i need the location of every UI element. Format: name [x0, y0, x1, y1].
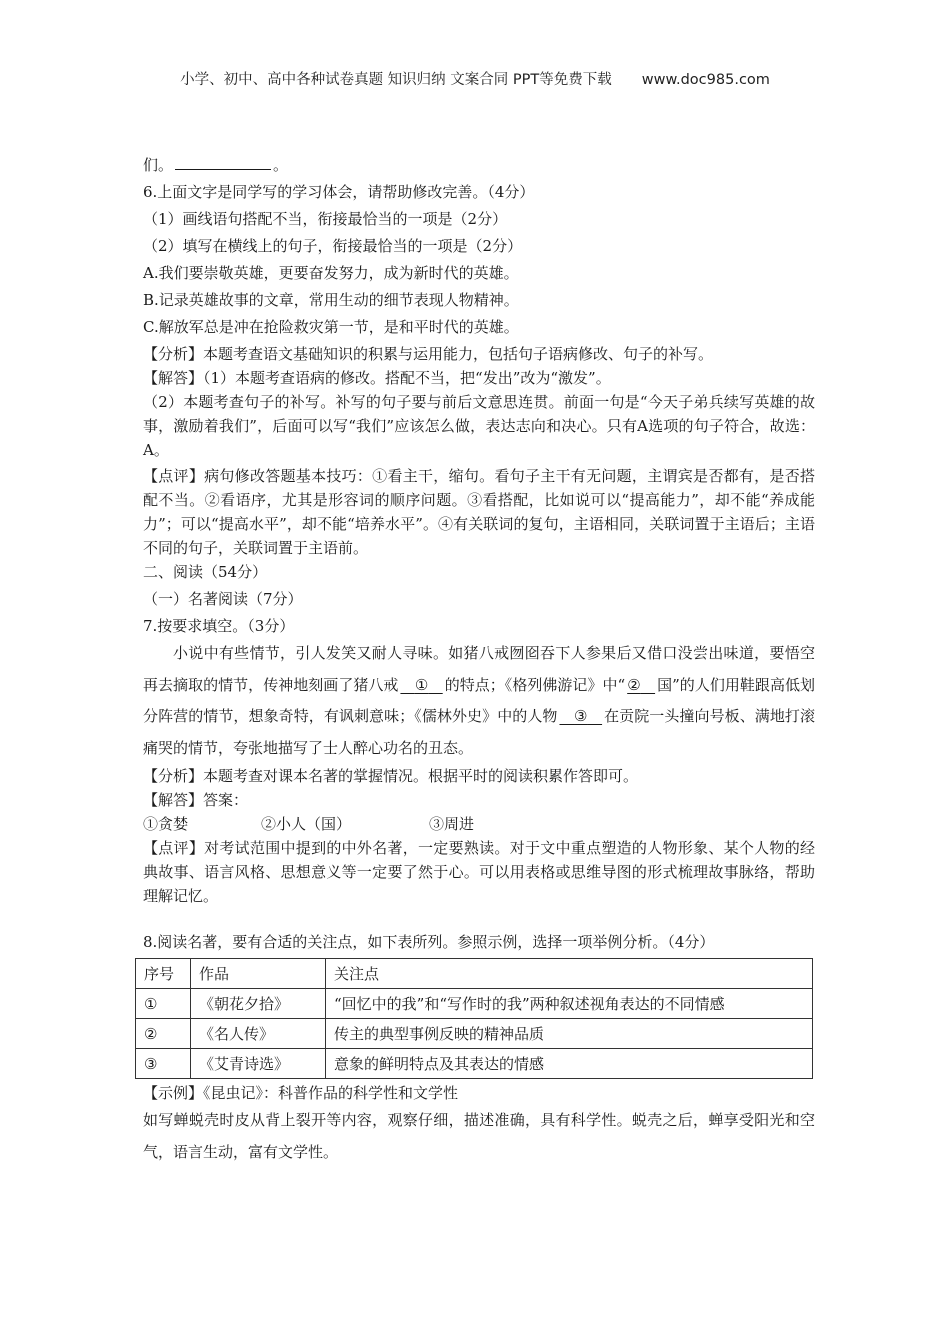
q7-passage-part4: 在贡院一头撞向号板、满地打滚痛哭的情节，夸张地描写了士人醉心功名的丑态。: [143, 707, 815, 757]
table-cell: “回忆中的我”和“写作时的我”两种叙述视角表达的不同情感: [326, 989, 813, 1019]
q7-answers: [143, 812, 815, 836]
q7-passage-part3: 国”的人们用鞋跟高低划分阵营的情节，想象奇特，有讽刺意味；《儒林外史》中的人物: [143, 675, 816, 725]
q7-passage-part1: 小说中有些情节，引人发笑又耐人寻味。如猪八戒囫囵吞下人参果后又借口没尝出味道，要悟空再去摘取的情节，传神地刻画了猪八戒: [143, 644, 815, 694]
q6-title: 6.上面文字是同学写的学习体会，请帮助修改完善。（4分）: [143, 183, 535, 201]
table-header-row: [136, 959, 813, 989]
table-row: [136, 1049, 813, 1079]
q7-answer-label: 【解答】答案：: [143, 791, 249, 809]
q8-example-title: 【示例】《昆虫记》：科普作品的科学性和文学性: [143, 1084, 459, 1102]
section2-title: 二、阅读（54分）: [143, 563, 268, 581]
header-text: 小学、初中、高中各种试卷真题 知识归纳 文案合同 PPT等免费下载: [180, 72, 612, 88]
q6-option-b: B.记录英雄故事的文章，常用生动的细节表现人物精神。: [143, 291, 519, 309]
q6-sub2: （2）填写在横线上的句子，衔接最恰当的一项是（2分）: [143, 237, 523, 255]
q7-analysis: 【分析】本题考查对课本名著的掌握情况。根据平时的阅读积累作答即可。: [143, 767, 639, 785]
header-site-link[interactable]: www.doc985.com: [641, 72, 770, 88]
q7-blank-2-label: ②: [627, 675, 641, 694]
document-body: [143, 153, 815, 1168]
q7-answer-item: ②小人（国）: [261, 815, 352, 833]
q7-blank-1-label: ①: [414, 675, 429, 694]
q7-passage-part2: 的特点；《格列佛游记》中“: [444, 675, 626, 694]
spacer: [143, 908, 815, 930]
q6-continuation-line: [143, 153, 815, 177]
q8-title: 8.阅读名著，要有合适的关注点，如下表所列。参照示例，选择一项举例分析。（4分）: [143, 933, 715, 951]
q7-blank-2: [625, 676, 657, 694]
line-prefix: 们。: [143, 156, 174, 174]
table-header-cell: 作品: [191, 959, 326, 989]
table-cell: 传主的典型事例反映的精神品质: [326, 1019, 813, 1049]
q7-blank-3: [557, 707, 604, 725]
table-cell: 《名人传》: [191, 1019, 326, 1049]
q8-example-text: 如写蝉蜕壳时皮从背上裂开等内容，观察仔细，描述准确，具有科学性。蜕壳之后，蝉享受阳光和空气，语言生动，富有文学性。: [143, 1111, 815, 1161]
table-row: [136, 1019, 813, 1049]
answer-blank: [175, 155, 271, 170]
q8-focus-table: [135, 958, 813, 1079]
q7-blank-3-label: ③: [574, 707, 588, 725]
page-header: [0, 68, 950, 89]
q7-blank-1: [398, 676, 444, 694]
q7-answer-item: ①贪婪: [143, 815, 189, 833]
q7-title: 7.按要求填空。（3分）: [143, 617, 295, 635]
table-cell: ③: [136, 1049, 191, 1079]
table-header-cell: 序号: [136, 959, 191, 989]
table-cell: 意象的鲜明特点及其表达的情感: [326, 1049, 813, 1079]
q6-answer-1: 【解答】（1）本题考查语病的修改。搭配不当，把“发出”改为“激发”。: [143, 369, 611, 387]
table-header-cell: 关注点: [326, 959, 813, 989]
q7-answer-item: ③周进: [429, 815, 475, 833]
line-suffix: 。: [273, 156, 289, 174]
q6-comment: 【点评】病句修改答题基本技巧：①看主干，缩句。看句子主干有无问题，主谓宾是否都有，是否搭配不当。②看语序，尤其是形容词的顺序问题。③看搭配，比如说可以“提高能力”，却不能“养成能力”；可以“提高水平”，却不能“培养水平”。④有关联词的复句，主语相同，关联词置于主语后；主语不同的句子，关联词置于主语前。: [143, 467, 815, 557]
table-cell: ②: [136, 1019, 191, 1049]
section2-sub1: （一）名著阅读（7分）: [143, 590, 303, 608]
q6-answer-2: （2）本题考查句子的补写。补写的句子要与前后文意思连贯。前面一句是“今天子弟兵续写英雄的故事，激励着我们”，后面可以写“我们”应该怎么做，表达志向和决心。只有A选项的句子符合，故选：A。: [143, 393, 815, 459]
table-row: [136, 989, 813, 1019]
q6-analysis: 【分析】本题考查语文基础知识的积累与运用能力，包括句子语病修改、句子的补写。: [143, 345, 714, 363]
table-cell: ①: [136, 989, 191, 1019]
q6-option-c: C.解放军总是冲在抢险救灾第一节，是和平时代的英雄。: [143, 318, 519, 336]
q7-passage: [143, 638, 815, 764]
table-cell: 《艾青诗选》: [191, 1049, 326, 1079]
q6-option-a: A.我们要崇敬英雄，更要奋发努力，成为新时代的英雄。: [143, 264, 519, 282]
q6-sub1: （1）画线语句搭配不当，衔接最恰当的一项是（2分）: [143, 210, 508, 228]
table-cell: 《朝花夕拾》: [191, 989, 326, 1019]
q7-comment: 【点评】对考试范围中提到的中外名著，一定要熟读。对于文中重点塑造的人物形象、某个人物的经典故事、语言风格、思想意义等一定要了然于心。可以用表格或思维导图的形式梳理故事脉络，帮助理解记忆。: [143, 839, 815, 905]
